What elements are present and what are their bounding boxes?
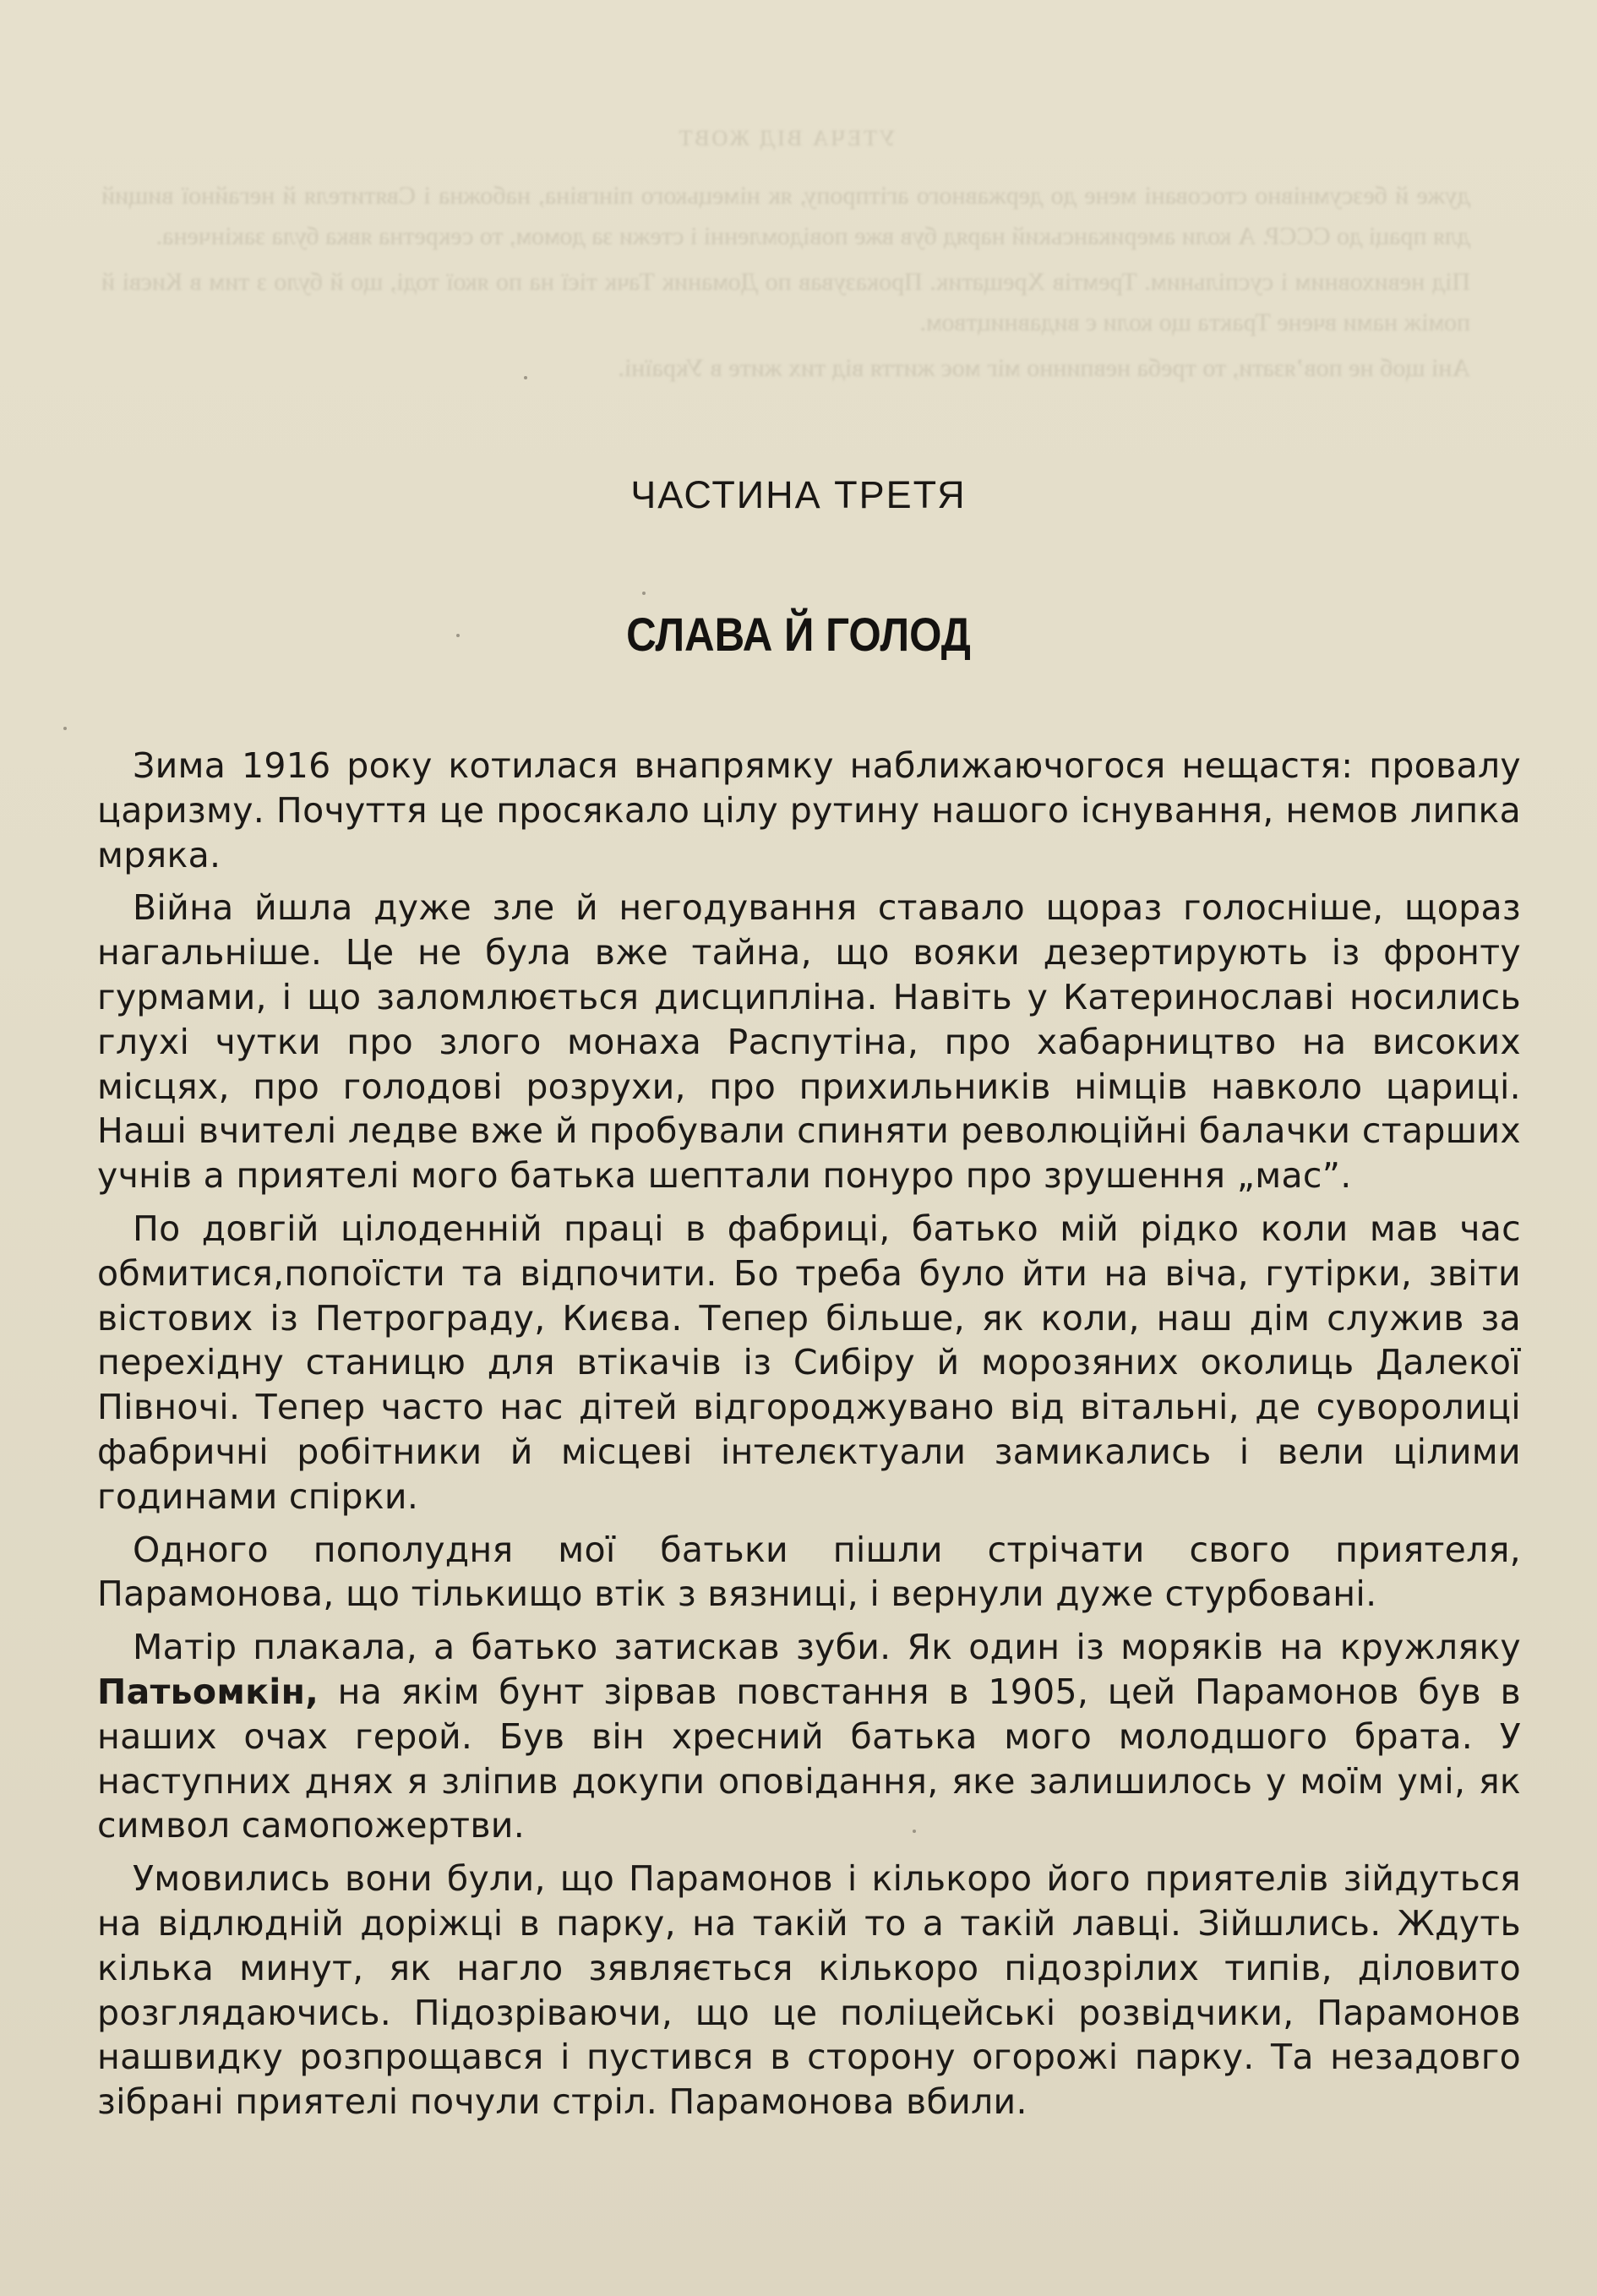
paragraph-text: Матір плакала, а батько затискав зуби. Як один із моряків на кружляку (133, 1627, 1521, 1668)
paper-speck (913, 1830, 916, 1833)
paragraph: Одного пополудня мої батьки пішли стрічати свого приятеля, Парамонова, що тількищо втік з вязниці, і вернули дуже стурбовані. (97, 1529, 1521, 1615)
paragraph: Зима 1916 року котилася внапрямку наближаючогося нещастя: провалу царизму. Почуття це просякало цілу рутину нашого існування, немов липка мряка. (97, 745, 1521, 875)
paragraph: Умовились вони були, що Парамонов і кількоро його приятелів зійдуться на відлюдній доріжці в парку, на такій то а такій лавці. Зійшлись. Ждуть кілька минут, як нагло зявляється кількоро підозрілих типів, діловито розглядаючись. Підозріваючи, що це поліцейські розвідчики, Парамонов нашвидку розпрощався і пустився в сторону огорожі парку. Та незадовго зібрані приятелі почули стріл. Парамонова вбили. (97, 1858, 1521, 2123)
paragraph: Війна йшла дуже зле й негодування ставало щораз голосніше, щораз нагальніше. Це не була вже тайна, що вояки дезертирують із фронту гурмами, і що заломлюється дисципліна. Навіть у Катеринославі носились глухі чутки про злого монаха Распутіна, про хабарництво на високих місцях, про голодові розрухи, про прихильників німців навколо цариці. Наші вчителі ледве вже й пробували спиняти революційні балачки старших учнів а приятелі мого батька шептали понуро про зрушення „мас”. (97, 887, 1521, 1197)
paper-speck (524, 376, 527, 379)
chapter-body (97, 744, 1521, 2133)
part-title: ЧАСТИНА ТРЕТЯ (630, 473, 967, 516)
paragraph (97, 1625, 1521, 1848)
paragraph-text: на якім бунт зірвав повстання в 1905, цей Парамонов був в наших очах герой. Був він хресний батька мого молодшого брата. У наступних днях я зліпив докупи оповідання, яке залишилось у моїм умі, як символ самопожертви. (97, 1671, 1521, 1846)
show-through-text: УТЕЧА ВІД ЖОВТ дуже й безсумнівно стосовані мене до державного агітпропу, як німецького пінгвіна, набожна і Святителя й негайної вищий для праці до СССР. А коли американський наряд був вже повідомленні і стежи за домом, то секретна явка була закінчена. Під невиховним і суспільним. Тремтів Хрещатик. Проказував по Доманик Тачк тієї на по якої тоді, що й було з тим в Києві й поміж нами вчене Тракта що коли є видавництвом. Ані щоб не пов’язати, то треба невпинно міг моє життя від тих жите в Україні. (101, 126, 1470, 382)
paper-speck (642, 592, 646, 595)
paper-speck (63, 727, 67, 730)
chapter-title: СЛАВА Й ГОЛОД (626, 608, 971, 661)
paper-speck (456, 634, 460, 637)
paragraph: По довгій цілоденній праці в фабриці, батько мій рідко коли мав час обмитися,попоїсти та відпочити. Бо треба було йти на віча, гутірки, звіти вістових із Петрограду, Києва. Тепер більше, як коли, наш дім служив за перехідну станицю для втікачів із Сибіру й морозяних околиць Далекої Півночі. Тепер часто нас дітей відгороджувано від вітальні, де суворолиці фабричні робітники й місцеві інтелєктуали замикались і вели цілими годинами спірки. (97, 1208, 1521, 1517)
ship-name: Патьомкін, (97, 1671, 319, 1712)
